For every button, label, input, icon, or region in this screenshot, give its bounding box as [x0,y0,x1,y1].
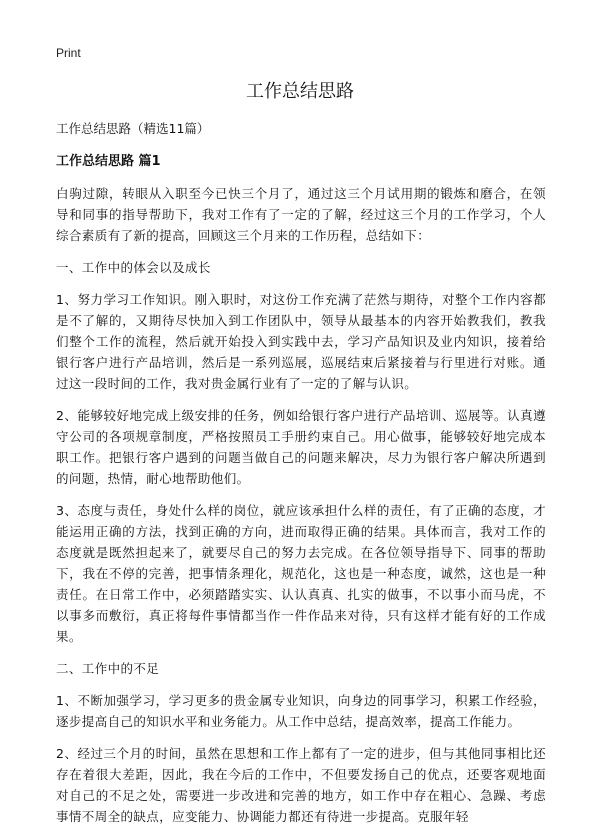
document-title: 工作总结思路 [246,81,354,102]
paragraph-point-2: 2、能够较好地完成上级安排的任务，例如给银行客户进行产品培训、巡展等。认真遵守公司的各项规章制度，严格按照员工手册约束自己。用心做事，能够较好地完成本职工作。把银行客户遇到的问题当做自己的问题来解决，尽力为银行客户解决所遇到的问题，热情，耐心地帮助他们。 [56,408,546,486]
paragraph-point-3: 3、态度与责任，身处什么样的岗位，就应该承担什么样的责任，有了正确的态度，才能运用正确的方法，找到正确的方向，进而取得正确的结果。具体而言，我对工作的态度就是既然担起来了，就要尽自己的努力去完成。在各位领导指导下、同事的帮助下，我在不停的完善，把事情条理化，规范化，这也是一种态度，诚然，这也是一种责任。在日常工作中，必须踏踏实实、认认真真、扎实的做事，不以事小而马虎，不以事多而敷衍，真正将每件事情都当作一件作品来对待，只有这样才能有好的工作成果。 [56,503,546,644]
paragraph-shortcoming-1: 1、不断加强学习，学习更多的贵金属专业知识，向身边的同事学习，积累工作经验，逐步提高自己的知识水平和业务能力。从工作中总结，提高效率，提高工作能力。 [56,693,546,729]
paragraph-intro: 白驹过隙，转眼从入职至今已快三个月了，通过这三个月试用期的锻炼和磨合，在领导和同事的指导帮助下，我对工作有了一定的了解，经过这三个月的工作学习，个人综合素质有了新的提高，回顾这三个月来的工作历程，总结如下： [56,186,546,243]
heading-experience-growth: 一、工作中的体会以及成长 [56,260,211,275]
document-body [56,120,546,838]
paragraph-point-1: 1、努力学习工作知识。刚入职时，对这份工作充满了茫然与期待，对整个工作内容都是不了解的，又期待尽快加入到工作团队中，领导从最基本的内容开始教我们，教我们整个工作的流程，然后就开始投入到实践中去，学习产品知识及业内知识，接着给银行客户进行产品培训，然后是一系列巡展，巡展结束后紧接着与行里进行对账。通过这一段时间的工作，我对贵金属行业有了一定的了解与认识。 [56,292,546,391]
paragraph-shortcoming-2: 2、经过三个月的时间，虽然在思想和工作上都有了一定的进步，但与其他同事相比还存在着很大差距，因此，我在今后的工作中，不但要发扬自己的优点，还要客观地面对自己的不足之处，需要进一步改进和完善的地方，如工作中存在粗心、急躁、考虑事情不周全的缺点，应变能力、协调能力都还有待进一步提高。克服年轻 [56,746,546,824]
heading-shortcomings: 二、工作中的不足 [56,661,160,676]
section-heading: 工作总结思路 篇1 [56,154,161,169]
print-link[interactable]: Print [56,46,81,60]
document-subtitle: 工作总结思路（精选11篇） [56,121,210,136]
